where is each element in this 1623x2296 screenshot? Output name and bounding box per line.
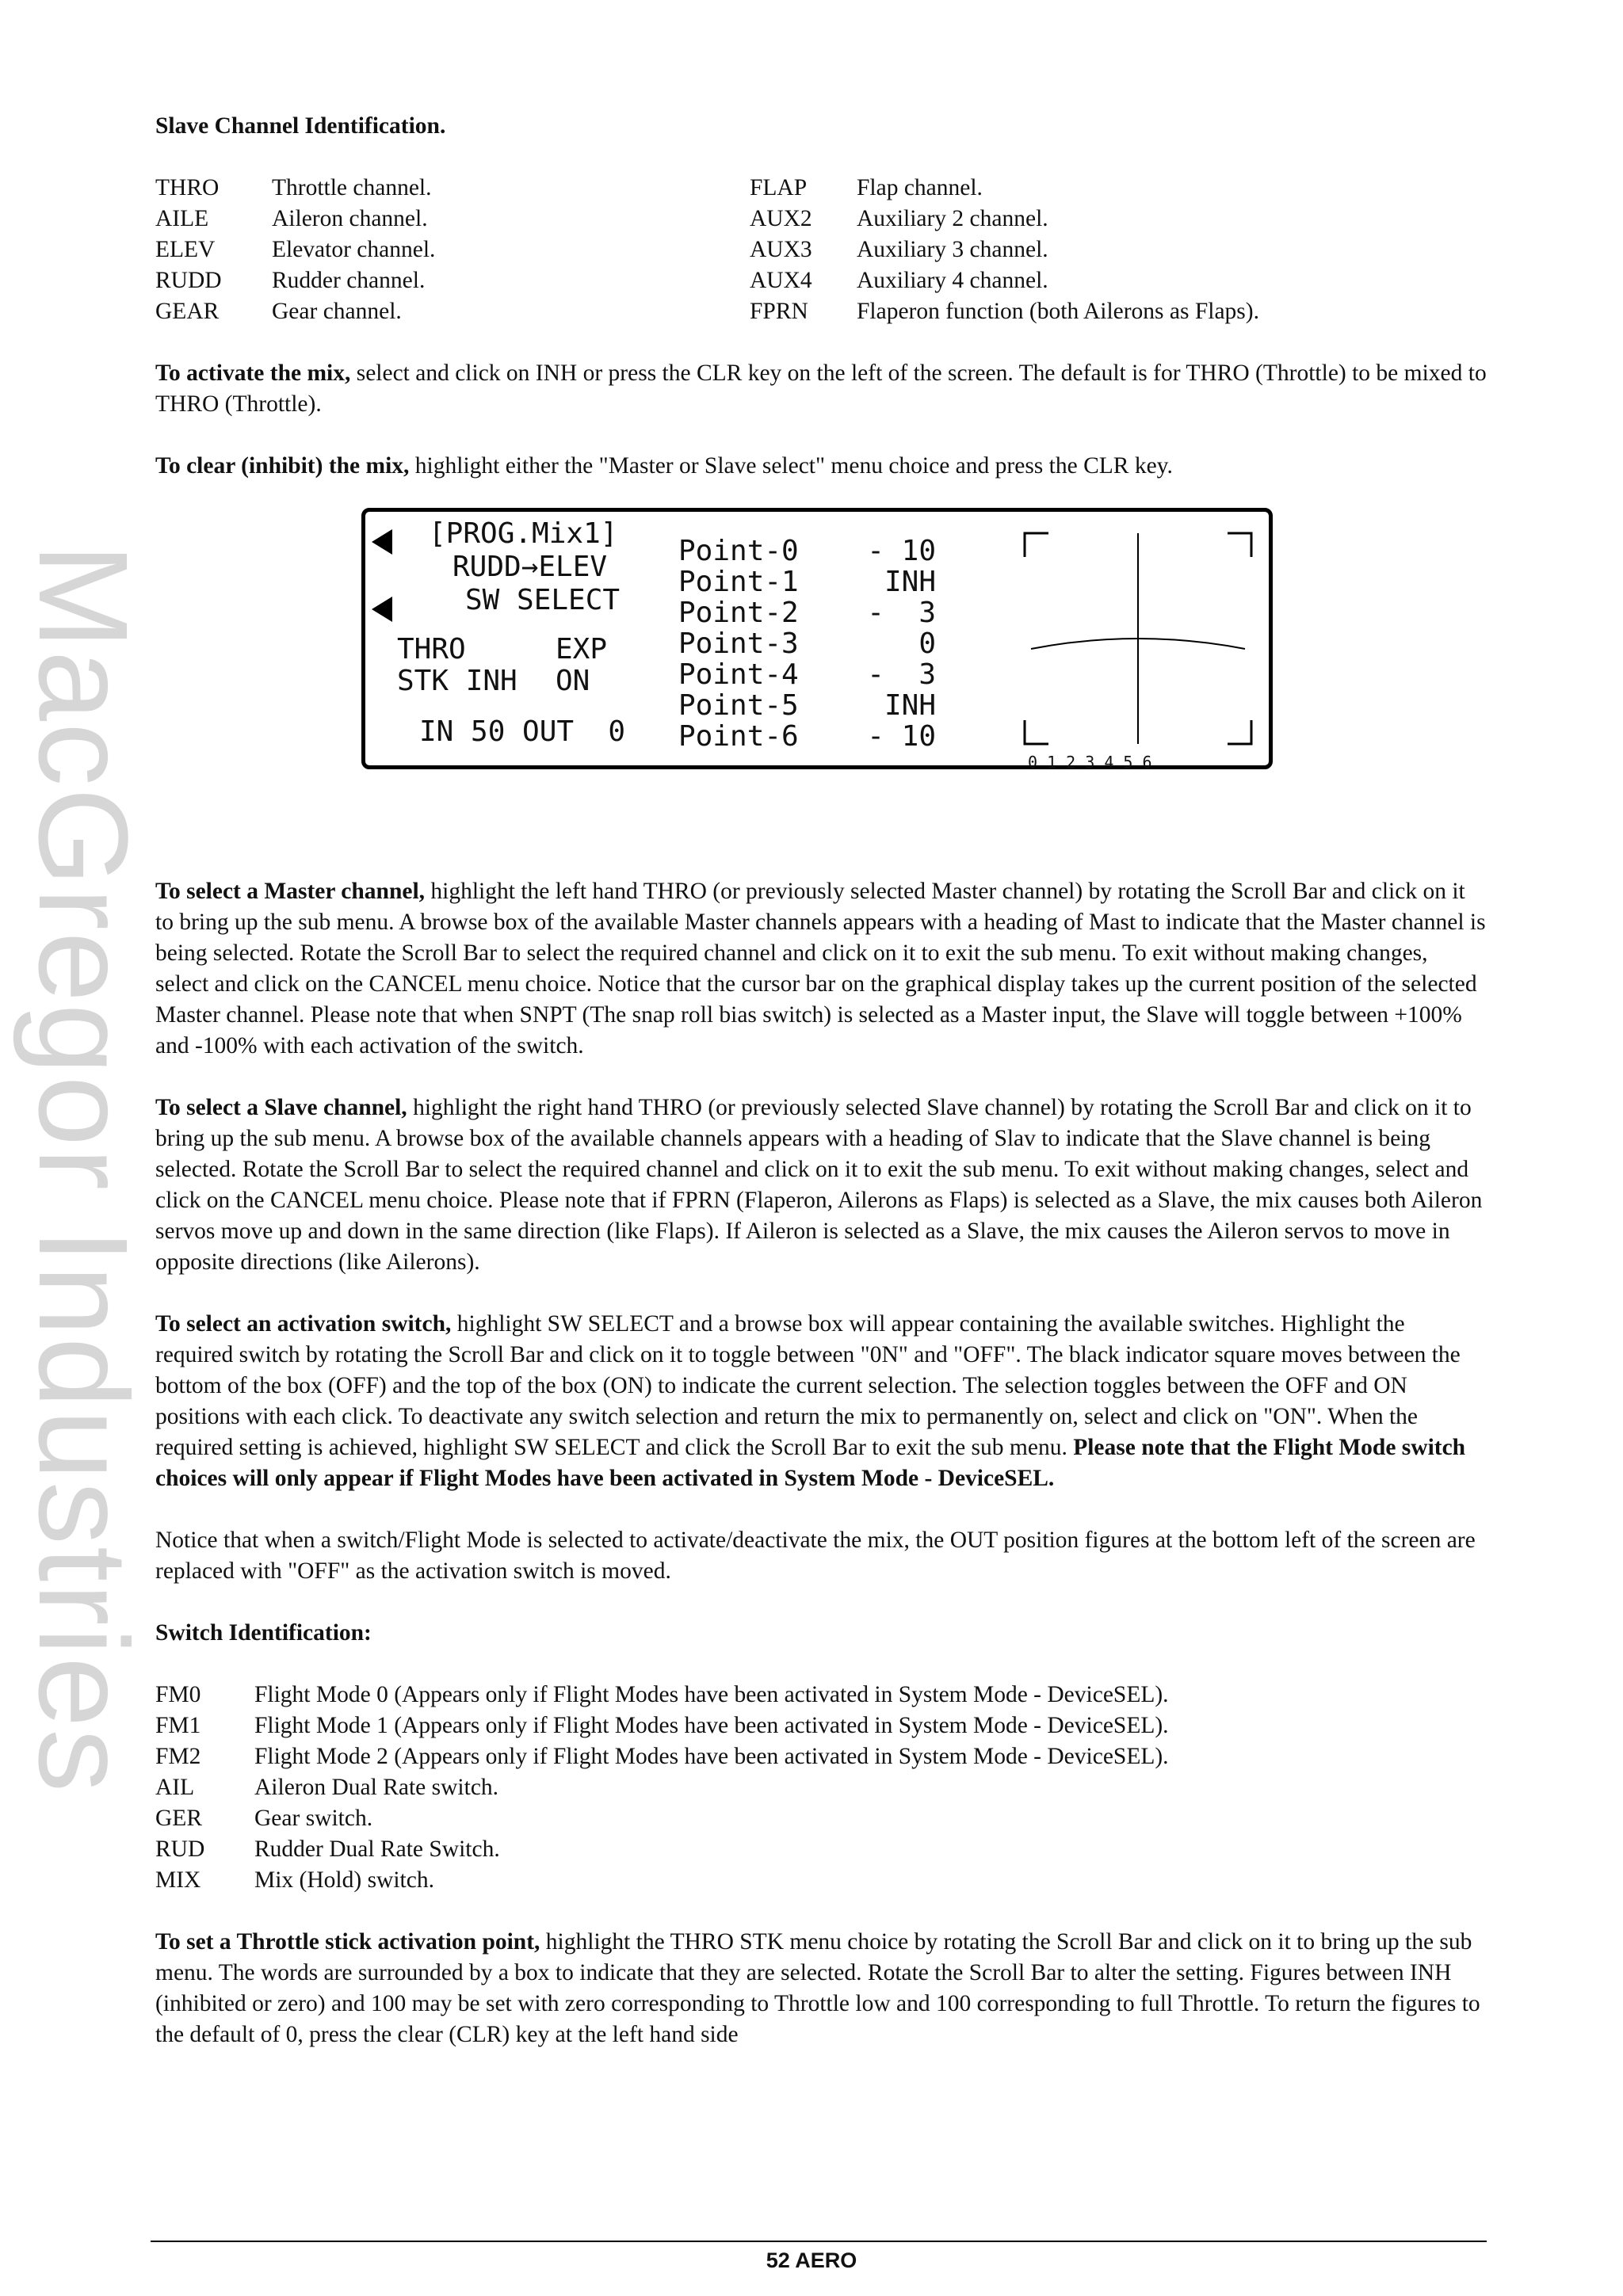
graph-corner-tr [1228, 533, 1251, 557]
slave-text: highlight the right hand THRO (or previously selected Slave channel) by rotating the Scroll Bar and click on it to bring up the sub menu. A browse box of the available channels appears with a heading of Slav to indicate that the Slave channel is being selected. Rotate the Scroll Bar to select the required channel and click on it to exit the sub menu. To exit without making changes, select and click on the CANCEL menu choice. Please note that if FPRN (Flaperon, Ailerons as Flaps) is selected as a Slave, the mix causes both Aileron servos move up and down in the same direction (like Flaps). If Aileron is selected as a Slave, the mix causes the Aileron servos to move in opposite directions (like Ailerons). [155, 1095, 1483, 1275]
switch-select-lead: To select an activation switch, [155, 1311, 452, 1337]
channel-row [155, 235, 750, 265]
graph-axis-numbers: 0 1 2 3 4 5 6 [1028, 753, 1152, 772]
switch-code: FM0 [155, 1682, 201, 1707]
channel-row [750, 204, 1463, 235]
slave-channel-table [155, 173, 1487, 327]
channel-row [155, 296, 750, 327]
lcd-point-value: - 10 [867, 720, 936, 753]
clear-paragraph [155, 451, 1487, 482]
lcd-point-value: - 3 [867, 658, 936, 691]
channel-desc: Rudder channel. [272, 268, 426, 293]
switch-row [155, 1680, 1487, 1711]
switch-code: RUD [155, 1836, 205, 1862]
channel-code: THRO [155, 175, 220, 200]
switch-code: AIL [155, 1775, 195, 1800]
lcd-point-label: Point-5 [678, 689, 799, 722]
slave-lead: To select a Slave channel, [155, 1095, 407, 1120]
slave-id-heading: Slave Channel Identification. [155, 113, 446, 139]
cursor-arrow-icon [372, 529, 392, 555]
switch-row [155, 1772, 1487, 1803]
lcd-screen [361, 508, 1273, 772]
channel-desc: Flap channel. [857, 175, 983, 200]
lcd-route: RUDD→ELEV [453, 551, 608, 583]
switch-table [155, 1680, 1487, 1896]
channel-row [750, 265, 1463, 296]
switch-row [155, 1834, 1487, 1865]
channel-code: FLAP [750, 175, 808, 200]
switch-code: FM2 [155, 1744, 201, 1769]
switch-row [155, 1865, 1487, 1896]
channel-row [750, 235, 1463, 265]
clear-lead: To clear (inhibit) the mix, [155, 453, 410, 479]
footer-rule [151, 2241, 1487, 2242]
lcd-point-label: Point-3 [678, 627, 799, 660]
lcd-exp: EXP [556, 633, 608, 666]
channel-row [750, 173, 1463, 204]
page-content [155, 111, 1487, 2081]
lcd-figure [155, 513, 1487, 845]
channel-code: ELEV [155, 237, 216, 262]
channel-desc: Gear channel. [272, 299, 402, 324]
channel-code: RUDD [155, 268, 222, 293]
channel-code: AILE [155, 206, 209, 231]
slave-channel-col-left [155, 173, 750, 327]
slave-paragraph [155, 1093, 1487, 1278]
switch-desc: Flight Mode 1 (Appears only if Flight Modes have been activated in System Mode - DeviceSEL). [254, 1713, 1169, 1738]
channel-desc: Auxiliary 4 channel. [857, 268, 1048, 293]
graph-corner-bl [1025, 720, 1048, 744]
switch-id-heading: Switch Identification: [155, 1620, 372, 1646]
switch-row [155, 1803, 1487, 1834]
mix-curve-graph [1023, 532, 1253, 772]
switch-code: GER [155, 1806, 202, 1831]
page-footer: 52 AERO [766, 2248, 857, 2272]
graph-corner-tl [1025, 533, 1048, 557]
lcd-point-value: 0 [918, 627, 936, 660]
channel-desc: Auxiliary 3 channel. [857, 237, 1048, 262]
channel-code: AUX3 [750, 237, 812, 262]
switch-select-text: highlight SW SELECT and a browse box will appear containing the available switches. Highlight the required switch by rotating the Scroll Bar and click on it to toggle between "0N" and "OFF". The black indicator square moves between the bottom of the box (OFF) and the top of the box (ON) to indicate the current selection. The selection toggles between the OFF and ON positions with each click. To deactivate any switch selection and return the mix to permanently on, select and click on "ON". When the required setting is achieved, highlight SW SELECT and click the Scroll Bar to exit the sub menu. [155, 1311, 1461, 1460]
lcd-title: [PROG.Mix1] [429, 517, 618, 550]
throttle-lead: To set a Throttle stick activation point, [155, 1929, 540, 1955]
channel-code: AUX2 [750, 206, 812, 231]
channel-desc: Flaperon function (both Ailerons as Flaps). [857, 299, 1259, 324]
lcd-point-label: Point-4 [678, 658, 799, 691]
watermark: MacGregor Industries [13, 543, 155, 1794]
master-text: highlight the left hand THRO (or previously selected Master channel) by rotating the Scroll Bar and click on it to bring up the sub menu. A browse box of the available Master channels appears with a heading of Mast to indicate that the Master channel is being selected. Rotate the Scroll Bar to select the required channel and click on it to exit the sub menu. To exit without making changes, select and click on the CANCEL menu choice. Notice that the cursor bar on the graphical display takes up the current position of the selected Master channel. Please note that when SNPT (The snap roll bias switch) is selected as a Master input, the Slave will toggle between +100% and -100% with each activation of the switch. [155, 879, 1486, 1058]
switch-code: MIX [155, 1867, 201, 1893]
channel-desc: Auxiliary 2 channel. [857, 206, 1048, 231]
switch-code: FM1 [155, 1713, 201, 1738]
lcd-point-label: Point-0 [678, 535, 799, 567]
lcd-thro: THRO [397, 633, 466, 666]
lcd-point-label: Point-2 [678, 597, 799, 629]
channel-code: FPRN [750, 299, 808, 324]
lcd-point-value: - 3 [867, 597, 936, 629]
channel-desc: Elevator channel. [272, 237, 436, 262]
lcd-point-label: Point-6 [678, 720, 799, 753]
channel-desc: Throttle channel. [272, 175, 432, 200]
channel-desc: Aileron channel. [272, 206, 428, 231]
switch-select-paragraph [155, 1309, 1487, 1494]
channel-row [155, 173, 750, 204]
slave-channel-col-right [750, 173, 1463, 327]
notice-paragraph: Notice that when a switch/Flight Mode is selected to activate/deactivate the mix, the OUT position figures at the bottom left of the screen are replaced with "OFF" as the activation switch is moved. [155, 1527, 1476, 1584]
throttle-paragraph [155, 1927, 1487, 2050]
master-paragraph [155, 876, 1487, 1062]
switch-desc: Flight Mode 2 (Appears only if Flight Modes have been activated in System Mode - DeviceSEL). [254, 1744, 1169, 1769]
channel-code: GEAR [155, 299, 220, 324]
master-lead: To select a Master channel, [155, 879, 426, 904]
channel-row [750, 296, 1463, 327]
switch-desc: Rudder Dual Rate Switch. [254, 1836, 500, 1862]
switch-row [155, 1741, 1487, 1772]
mix-curve-svg [1023, 532, 1253, 746]
lcd-point-label: Point-1 [678, 566, 799, 598]
graph-corner-br [1228, 720, 1251, 744]
switch-select-note: Please note that the Flight Mode switch choices will only appear if Flight Modes have been activated in System Mode - DeviceSEL. [155, 1435, 1466, 1491]
lcd-in-out: IN 50 OUT 0 [419, 715, 626, 748]
lcd-stk-inh: STK INH [397, 665, 517, 697]
switch-desc: Gear switch. [254, 1806, 373, 1831]
lcd-switch-select: SW SELECT [465, 584, 621, 616]
switch-desc: Mix (Hold) switch. [254, 1867, 434, 1893]
cursor-arrow-icon [372, 597, 392, 622]
clear-text: highlight either the "Master or Slave select" menu choice and press the CLR key. [409, 453, 1173, 479]
activate-text: select and click on INH or press the CLR key on the left of the screen. The default is for THRO (Throttle) to be mixed to THRO (Throttle). [155, 360, 1487, 417]
throttle-text: highlight the THRO STK menu choice by rotating the Scroll Bar and click on it to bring up the sub menu. The words are surrounded by a box to indicate that they are selected. Rotate the Scroll Bar to alter the setting. Figures between INH (inhibited or zero) and 100 may be set with zero corresponding to Throttle low and 100 corresponding to full Throttle. To return the figures to the default of 0, press the clear (CLR) key at the left hand side [155, 1929, 1480, 2047]
lcd-point-value: - 10 [867, 535, 936, 567]
lcd-on: ON [556, 665, 590, 697]
activate-paragraph [155, 358, 1487, 420]
switch-desc: Aileron Dual Rate switch. [254, 1775, 499, 1800]
channel-row [155, 265, 750, 296]
switch-row [155, 1711, 1487, 1741]
channel-code: AUX4 [750, 268, 812, 293]
activate-lead: To activate the mix, [155, 360, 351, 386]
lcd-point-value: INH [884, 689, 936, 722]
channel-row [155, 204, 750, 235]
switch-desc: Flight Mode 0 (Appears only if Flight Modes have been activated in System Mode - DeviceSEL). [254, 1682, 1169, 1707]
lcd-point-value: INH [884, 566, 936, 598]
